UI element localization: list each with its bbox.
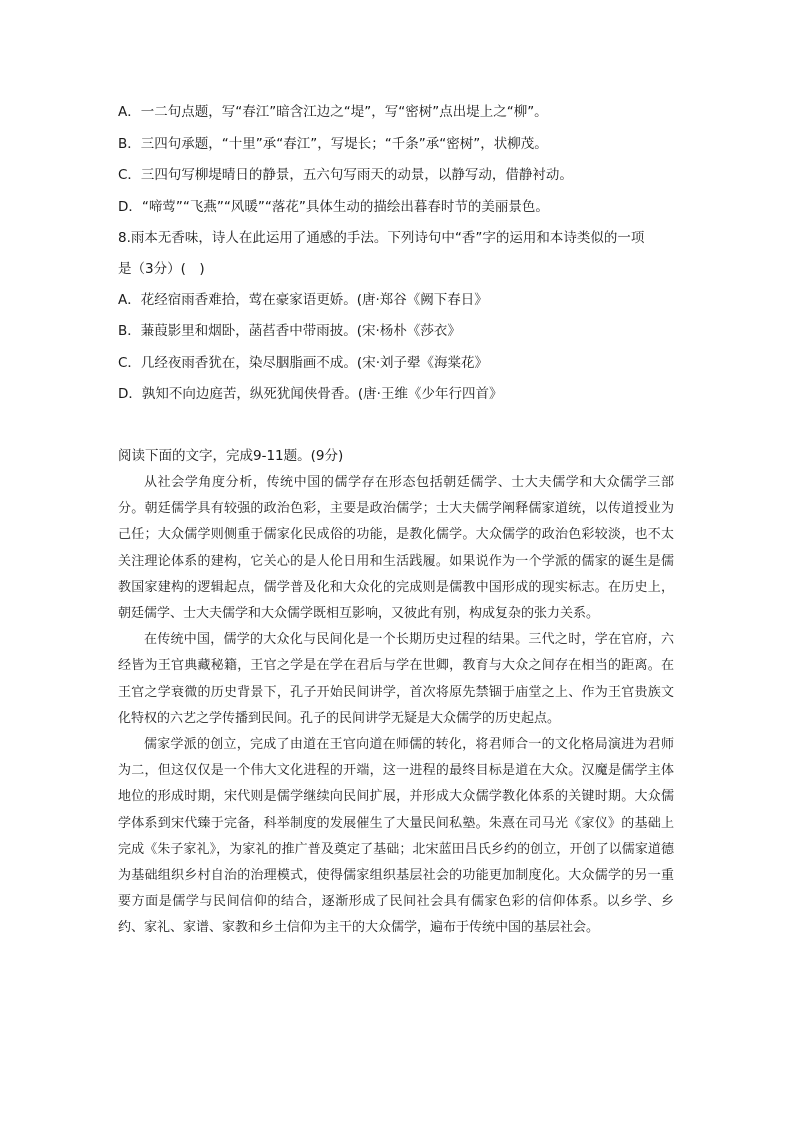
passage-paragraph-1: 从社会学角度分析，传统中国的儒学存在形态包括朝廷儒学、士大夫儒学和大众儒学三部分。朝廷儒学具有较强的政治色彩，主要是政治儒学；士大夫儒学阐释儒家道统，以传道授业为己任；大众儒学则侧重于儒家化民成俗的功能，是教化儒学。大众儒学的政治色彩较淡，也不太关注理论体系的建构，它关心的是人伦日用和生活践履。如果说作为一个学派的儒家的诞生是儒教国家建构的逻辑起点，儒学普及化和大众化的完成则是儒教中国形成的现实标志。在历史上，朝廷儒学、士大夫儒学和大众儒学既相互影响，又彼此有别，构成复杂的张力关系。 xyxy=(118,475,674,622)
reading-intro: 阅读下面的文字，完成9-11题。(9分) xyxy=(118,448,344,464)
q8-stem-line1: 8.雨本无香味，诗人在此运用了通感的手法。下列诗句中“香”字的运用和本诗类似的一项 xyxy=(118,230,645,246)
q8-option-b: B．蒹葭影里和烟卧，菡萏香中带雨披。(宋·杨朴《莎衣》 xyxy=(118,323,461,339)
q8-option-c: C．几经夜雨香犹在，染尽胭脂画不成。(宋·刘子翚《海棠花》 xyxy=(118,355,488,371)
passage-paragraph-2: 在传统中国，儒学的大众化与民间化是一个长期历史过程的结果。三代之时，学在官府，六经皆为王官典藏秘籍，王官之学是在学在君后与学在世卿，教育与大众之间存在相当的距离。在王官之学衰微的历史背景下，孔子开始民间讲学，首次将原先禁锢于庙堂之上、作为王官贵族文化特权的六艺之学传播到民间。孔子的民间讲学无疑是大众儒学的历史起点。 xyxy=(118,632,674,726)
q8-stem-line2: 是（3分）( ) xyxy=(118,261,205,277)
q8-option-a: A．花经宿雨香难拾，莺在豪家语更娇。(唐·郑谷《阙下春日》 xyxy=(118,292,488,308)
q7-option-c: C．三四句写柳堤晴日的静景，五六句写雨天的动景，以静写动，借静衬动。 xyxy=(118,167,573,183)
q7-option-d: D．“啼莺”“飞燕”“风暖”“落花”具体生动的描绘出暮春时节的美丽景色。 xyxy=(118,199,549,215)
q8-option-d: D．孰知不向边庭苦，纵死犹闻侠骨香。(唐·王维《少年行四首》 xyxy=(118,386,503,402)
q7-option-b: B．三四句承题，“十里”承“春江”，写堤长；“千条”承“密树”，状柳茂。 xyxy=(118,136,548,152)
reading-passage xyxy=(118,470,674,942)
q7-option-a: A．一二句点题，写“春江”暗含江边之“堤”，写“密树”点出堤上之“柳”。 xyxy=(118,104,548,120)
passage-paragraph-3: 儒家学派的创立，完成了由道在王官向道在师儒的转化，将君师合一的文化格局演进为君师为二，但这仅仅是一个伟大文化进程的开端，这一进程的最终目标是道在大众。汉魔是儒学主体地位的形成时期，宋代则是儒学继续向民间扩展，并形成大众儒学教化体系的关键时期。大众儒学体系到宋代臻于完备，科举制度的发展催生了大量民间私塾。朱熹在司马光《家仪》的基础上完成《朱子家礼》，为家礼的推广普及奠定了基础；北宋蓝田吕氏乡约的创立，开创了以儒家道德为基础组织乡村自治的治理模式，使得儒家组织基层社会的功能更加制度化。大众儒学的另一重要方面是儒学与民间信仰的结合，逐渐形成了民间社会具有儒家色彩的信仰体系。以乡学、乡约、家礼、家谱、家教和乡土信仰为主干的大众儒学，遍布于传统中国的基层社会。 xyxy=(118,737,674,936)
